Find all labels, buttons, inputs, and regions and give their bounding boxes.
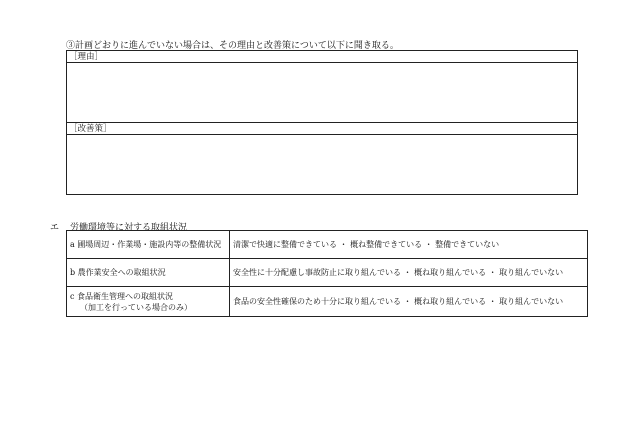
reason-value (67, 63, 577, 67)
sectionE-title: 労働環境等に対する取組状況 (70, 223, 188, 233)
sectionE-marker: エ (50, 223, 60, 233)
row-c-label-cell (67, 287, 230, 317)
improvement-label: ［改善策］ (67, 123, 577, 135)
reason-box[interactable] (66, 50, 578, 123)
table-row (67, 287, 588, 317)
row-c-sublabel: （加工を行っている場合のみ） (80, 302, 192, 312)
improvement-box[interactable] (66, 122, 578, 195)
row-a-options[interactable]: 清潔で快適に整備できている ・ 概ね整備できている ・ 整備できていない (230, 231, 588, 259)
table-row (67, 259, 588, 287)
improvement-value (67, 135, 577, 139)
section3-intro: ③計画どおりに進んでいない場合は、その理由と改善策について以下に聞き取る。 (66, 41, 399, 51)
row-c-options[interactable]: 食品の安全性確保のため十分に取り組んでいる ・ 概ね取り組んでいる ・ 取り組んでいない (230, 287, 588, 317)
work-environment-table (66, 230, 588, 317)
row-b-options[interactable]: 安全性に十分配慮し事故防止に取り組んでいる ・ 概ね取り組んでいる ・ 取り組んでいない (230, 259, 588, 287)
table-row (67, 231, 588, 259)
row-b-label: b 農作業安全への取組状況 (67, 259, 230, 287)
reason-label: ［理由］ (67, 51, 577, 63)
row-a-label: a 圃場周辺・作業場・施設内等の整備状況 (67, 231, 230, 259)
row-c-label: c 食品衛生管理への取組状況 (70, 291, 174, 301)
